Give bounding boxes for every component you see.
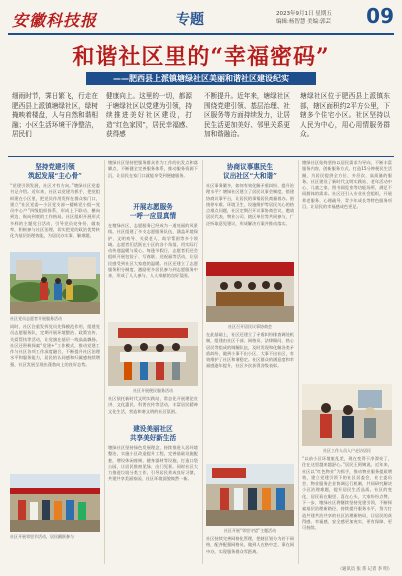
body-text: 同时，社区注重发挥党员先锋模范作用，组建党员志愿服务队，定期开展环境整治、政策宣传、关爱帮扶等活动，让党旗在基层一线高高飘扬。社区还积极探索“党建+”工作模式，推动党建工作与社区各项工作深度融合，不断提升社区治理水平和服务能力，居民的认同感和归属感持续增强，社区发展呈现出蓬勃向上的良好态势。 — [10, 324, 100, 367]
body-text: “以前小区环境脏乱差，现在变得干净漂亮了，住在这里越来越舒心。”居民王阿姨说。近年来，社区以“红色物业”为抓手，推动物业服务提质增效，建立党建引领下的社区居委会、业主委员会、物业服务企业协调运行机制，共同研究解决小区治理难题，提升居民生活品质。社区的变化，居民看在眼里、喜在心头，大家纷纷点赞。下一步，塘绿社区将继续坚持党建引领，不断探索基层治理新路径，持续提升服务水平，努力打造共建共治共享的社区治理新格局，让居民的获得感、幸福感、安全感更加充实、更有保障、更可持续。 — [302, 456, 392, 531]
lead-divider — [8, 156, 394, 157]
body-text: 塘绿社区始终坚持以居民需求为导向，不断丰富服务内容，创新服务方式，打造15分钟便民生活圈，为居民提供全方位、多层次、高质量的服务。社区建设了新时代文明实践站、老年活动中心、儿童之家、图书阅览室等功能场所，满足不同群体的需求。社区还引入专业社会组织，开展养老服务、心理疏导、青少年成长等特色服务项目，让居民的幸福感成色更足。 — [302, 160, 392, 210]
article-column-2-lower — [108, 396, 198, 422]
author-credit: （通讯员 张 伟 记者 李 明） — [337, 567, 392, 572]
photo-caption: 社区开展邻里节活动，居民踊跃参与 — [10, 534, 74, 539]
subheading-text: 建设美丽社区 共享美好新生活 — [129, 425, 177, 442]
article-column-4-bottom — [302, 456, 392, 562]
newspaper-logo: 安徽科技报 — [12, 11, 98, 30]
photo-caption: 社区开展便民服务活动 — [133, 388, 173, 393]
column-divider — [298, 160, 299, 564]
subheading-text: 协商议事惠民生 议出社区“大和谐” — [223, 163, 277, 180]
article-column-1-top — [10, 160, 100, 248]
column-divider — [104, 160, 105, 564]
body-text: 社区事务繁多，如何有效化解矛盾纠纷、提升治理水平？塘绿社区建立了居民议事会制度，搭建协商议事平台，让居民的事情居民商量着办。围绕停车难、环境卫生、设施维护等居民关心的热点难点问题，社区定期召开议事协商会议，邀请居民代表、物业公司、辖区单位等共同参与，广泛听取意见建议，形成解决方案并推动落实。 — [206, 183, 294, 226]
headline: 和谐社区里的“幸福密码” — [72, 44, 330, 70]
body-text: 社区持续完善网格化管理，把辖区划分为若干网格，配齐配强网格员，做到人在格中走、事在网中办，实现服务群众零距离。 — [206, 536, 294, 554]
lead-col-3: 不断提升。近年来，塘绿社区围绕党建引领、基层治理、社区服务等方面持续发力，让居民生活更加美好、邻里关系更加和谐融洽。 — [204, 92, 290, 139]
council-meeting-photo — [206, 262, 294, 322]
page-number: 09 — [366, 4, 394, 28]
article-column-4-top — [302, 160, 392, 382]
lead-col-2: 健康向上。这里的一切，都源于塘绿社区以党建为引领，持续推进美好社区建设，打造“红色家园”，居民幸福感、获得感 — [106, 92, 192, 139]
article-column-3-mid — [206, 332, 294, 460]
lead-col-4: 塘绿社区位于肥西县上派镇东部，辖区面积约2平方公里，下辖多个住宅小区。社区坚持以人民为中心，用心用情服务群众。 — [300, 92, 390, 139]
article-column-3-top — [206, 160, 294, 258]
issue-meta — [276, 10, 332, 26]
lead-col-1: 细雨时节，霁日繁飞，行走在肥西县上派镇塘绿社区，绿树掩映着楼盘，人与自然和谐相融；小区生活环境干净整洁，居民们 — [12, 92, 98, 139]
photo-caption: 社区工作人员入户走访居民 — [323, 448, 371, 453]
issue-date: 2023年9月1日 星期五 — [276, 11, 332, 17]
body-text: 在此基础上，社区还建立了矛盾纠纷排查调处机制，组建由社区干部、网格员、法律顾问、热心居民等组成的调解队伍，及时发现和化解各类矛盾纠纷，做到小事不出小区、大事不出社区，有效维护了社区和谐稳定。社区群众的满意度和幸福感逐年提升，社区多次获得各级表彰。 — [206, 332, 294, 369]
subheadline: ——肥西县上派镇塘绿社区美丽和谐社区建设纪实 — [86, 72, 316, 85]
section-subheading — [108, 425, 198, 442]
article-column-3-bottom — [206, 536, 294, 564]
column-divider — [202, 160, 203, 564]
body-text: 塘绿社区坚持把服务群众作为工作的出发点和落脚点，不断健全完善服务体系，推动服务资源下沉，让居民在家门口就能享受到便捷服务。 — [108, 160, 198, 178]
photo-caption: 社区开展“邻里守望”主题活动 — [223, 528, 277, 533]
section-subheading — [10, 163, 100, 180]
masthead-rule — [8, 33, 394, 35]
section-subheading — [108, 203, 198, 220]
photo-caption: 社区党员志愿者开展服务活动 — [10, 316, 62, 321]
community-activity-photo — [10, 252, 100, 314]
neighbor-watch-photo — [206, 464, 294, 526]
photo-caption: 社区召开居民议事协商会 — [228, 324, 272, 329]
neighborhood-festival-photo — [10, 474, 100, 532]
section-subheading — [206, 163, 294, 180]
body-text: “党建引领发展，社区才有方向。”塘绿社区党委书记介绍。近年来，社区以党建为抓手，把党组织建在小区里，把党员作用发挥在群众家门口，建立“社区党委—小区党支部—楼栋党小组—党员中心户”四级组织体系，形成上下联动、横向到边、纵向到底的工作格局。社区组织开展形式多样的主题党日活动，引导党员亮身份、做表率，积极参与社区治理，切实把党的政治优势转化为基层治理效能，为居民办实事、解难题。 — [10, 183, 100, 239]
article-column-2-bottom — [108, 422, 198, 562]
body-text: 社区依托新时代文明实践站，常态化开展理论宣讲、文化惠民、科普宣传等活动，丰富居民精神文化生活，营造和谐文明的社区氛围。 — [108, 396, 198, 414]
subheading-text: 开展志愿服务 一呼一应显真情 — [129, 203, 177, 220]
body-text: 在塘绿社区，志愿服务已经成为一道亮丽的风景线。社区组建了多支志愿服务队伍，涵盖环境保护、文明劝导、关爱老人、助学帮困等多个领域。志愿者们活跃在小区的各个角落，用实际行动传递温暖与爱心。每逢节假日，志愿者们还会组织开展包饺子、写春联、送祝福等活动，让居民感受到社区大家庭的温暖。社区还建立了志愿服务积分制度，激励更多居民参与到志愿服务中来，形成了人人参与、人人奉献的良好氛围。 — [108, 223, 198, 279]
editor-credit: 编辑:杨智慧 美编:郭芸 — [276, 19, 331, 25]
body-text: 塘绿社区坚持绿色发展理念，持续推进人居环境整治，实施小区改造提升工程，完善基础设施配套，增设休闲座椅、健身器材等设施，打造口袋公园，让居民推窗见绿、出门见景。同时社区大力推进垃圾分类工作，引导居民养成良好习惯，共建共享美丽家园，社区环境面貌焕然一新。 — [108, 445, 198, 482]
home-visit-photo — [302, 384, 392, 446]
article-column-2-top — [108, 160, 198, 200]
section-title: 专题 — [176, 12, 204, 28]
subheading-text: 坚持党建引领 筑起发展“主心骨” — [28, 163, 82, 180]
service-activity-photo — [108, 322, 198, 386]
masthead — [8, 4, 394, 32]
